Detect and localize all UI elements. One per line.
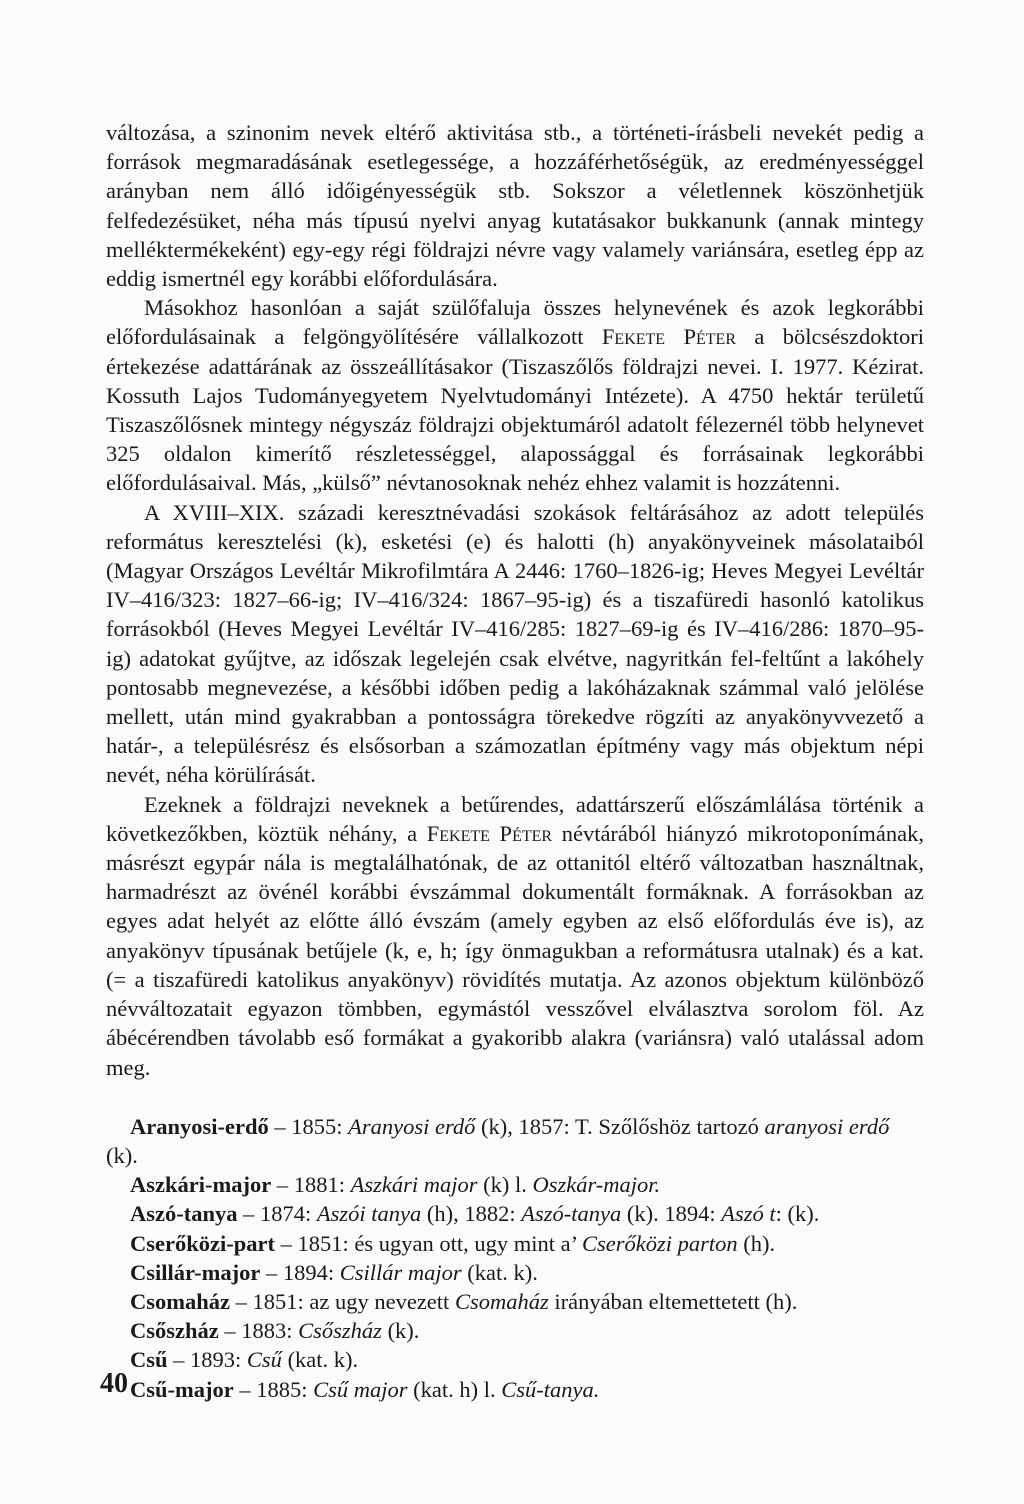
entry-text: (k) l. xyxy=(477,1172,533,1198)
entry-form: Aszó t xyxy=(721,1201,776,1227)
entry-form: Csű major xyxy=(313,1376,408,1402)
entry-headword: Csőszház xyxy=(130,1318,219,1344)
entry-headword: Csű xyxy=(130,1347,168,1373)
entry-headword: Csű-major xyxy=(130,1376,234,1402)
entry-text: – 1893: xyxy=(167,1347,247,1373)
entry-text: – 1894: xyxy=(260,1259,340,1285)
entry-text: (h). xyxy=(737,1230,776,1256)
paragraph-2-text-b: a bölcsészdoktori értekezése adattárának az összeállításakor (Tiszaszőlős földrajzi nevei. I. 1977. Kézirat. Kossuth Lajos Tudományegyetem Nyelvtudományi Intézete). A 4750 hektár területű Tiszaszőlősnek mintegy négyszáz földrajzi objektumáról adatolt félezernél több helynevet 325 oldalon kimerítő részletességgel, alapossággal és forrásainak legkorábbi előfordulásaival. Más, „külső” névtanosoknak nehéz ehhez valamit is hozzátenni. xyxy=(106,324,924,496)
list-item xyxy=(106,1112,924,1170)
paragraph-4-text-a: Ezeknek a földrajzi neveknek a betűrendes, adattárszerű előszámlálása történik a következőkben, köztük néhány, a xyxy=(106,791,924,846)
entry-text: – 1883: xyxy=(218,1318,299,1344)
entry-headword: Aszkári-major xyxy=(130,1172,272,1198)
list-item xyxy=(106,1229,924,1258)
entry-form: Aranyosi erdő xyxy=(348,1113,476,1139)
paragraph-2 xyxy=(106,293,924,497)
text-column xyxy=(106,118,924,1404)
paragraph-1: változása, a szinonim nevek eltérő aktivitása stb., a történeti-írásbeli nevekét pedig a források megmaradásának esetlegessége, a hozzáférhetőségük, az eredményességgel arányban nem álló időigényességük stb. Sokszor a véletlennek köszönhetjük felfedezésüket, néha más típusú nyelvi anyag kutatásakor bukkanunk (annak mintegy melléktermékeként) egy-egy régi földrajzi névre vagy valamely variánsára, esetleg épp az eddig ismertnél egy korábbi előfordulására. xyxy=(106,120,924,292)
entry-text: – 1851: és ugyan ott, ugy mint a’ xyxy=(274,1230,583,1256)
list-item xyxy=(106,1170,924,1199)
list-item xyxy=(106,1316,924,1345)
entry-form: Csű-tanya. xyxy=(501,1376,600,1402)
entry-headword: Aszó-tanya xyxy=(130,1201,238,1227)
entry-text: (k). 1894: xyxy=(621,1201,722,1227)
entry-text: (h), 1882: xyxy=(421,1201,522,1227)
place-name-list xyxy=(106,1112,924,1404)
list-item xyxy=(106,1375,924,1404)
entry-text: – 1855: xyxy=(268,1113,349,1139)
author-name: Fekete Péter xyxy=(426,820,553,846)
entry-text: – 1885: xyxy=(233,1376,314,1402)
list-item xyxy=(106,1345,924,1374)
entry-text: (kat. h) l. xyxy=(407,1376,502,1402)
entry-text: – 1881: xyxy=(271,1172,351,1198)
entry-text: (k). xyxy=(106,1142,138,1168)
entry-text: (kat. k). xyxy=(461,1259,538,1285)
author-name: Fekete Péter xyxy=(601,324,736,350)
entry-form: Csű xyxy=(246,1347,282,1373)
entry-form: Aszó-tanya xyxy=(521,1201,622,1227)
entry-form: Oszkár-major. xyxy=(532,1172,661,1198)
paragraph-4 xyxy=(106,790,924,1082)
entry-form: Cserőközi parton xyxy=(582,1230,738,1256)
page-number: 40 xyxy=(100,1368,128,1399)
list-item xyxy=(106,1287,924,1316)
entry-form: Csomaház xyxy=(454,1288,549,1314)
entry-form: aranyosi erdő xyxy=(764,1113,890,1139)
entry-headword: Aranyosi-erdő xyxy=(130,1113,269,1139)
entry-text: – 1851: az ugy nevezett xyxy=(230,1288,455,1314)
entry-form: Aszkári major xyxy=(350,1172,478,1198)
entry-text: irányában eltemettetett (h). xyxy=(548,1288,798,1314)
list-item xyxy=(106,1199,924,1228)
list-item xyxy=(106,1258,924,1287)
entry-headword: Csomaház xyxy=(130,1288,230,1314)
entry-headword: Csillár-major xyxy=(130,1259,261,1285)
entry-headword: Cserőközi-part xyxy=(130,1230,275,1256)
paragraph-3: A XVIII–XIX. századi keresztnévadási szokások feltárásához az adott település református keresztelési (k), esketési (e) és halotti (h) anyakönyveinek másolataiból (Magyar Országos Levéltár Mikrofilmtára A 2446: 1760–1826-ig; Heves Megyei Levéltár IV–416/323: 1827–66-ig; IV–416/324: 1867–95-ig) és a tiszafüredi hasonló katolikus forrásokból (Heves Megyei Levéltár IV–416/285: 1827–69-ig és IV–416/286: 1870–95-ig) adatokat gyűjtve, az időszak legelején csak elvétve, nagyritkán fel-feltűnt a lakóhely pontosabb megnevezése, a későbbi időben pedig a lakóházaknak számmal való jelölése mellett, után mind gyakrabban a pontosságra törekedve rögzíti az anyakönyvvezető a határ-, a településrész és elsősorban a számozatlan építmény vagy más objektum népi nevét, néha körülírását. xyxy=(106,499,924,788)
entry-form: Csillár major xyxy=(339,1259,462,1285)
entry-form: Aszói tanya xyxy=(316,1201,422,1227)
entry-text: – 1874: xyxy=(237,1201,317,1227)
paragraph-4-text-b: névtárából hiányzó mikrotoponímának, másrészt egypár nála is megtalálhatónak, de az ottanitól eltérő változatban használtnak, harmadrészt az övénél korábbi évszámmal dokumentált formáknak. A forrásokban az egyes adat helyét az előtte álló évszám (amely egyben az első előfordulás éve is), az anyakönyv típusának betűjele (k, e, h; így önmagukban a reformátusra utalnak) és a kat. (= a tiszafüredi katolikus anyakönyv) rövidítés mutatja. Az azonos objektum különböző névváltozatait egyazon tömbben, egymástól vesszővel elválasztva sorolom föl. Az ábécérendben távolabb eső formákat a gyakoribb alakra (variánsra) való utalással adom meg. xyxy=(106,820,925,1080)
entry-form: Csőszház xyxy=(298,1318,382,1344)
entry-text: (k), 1857: T. Szőlőshöz tartozó xyxy=(475,1113,765,1139)
entry-text: (k). xyxy=(381,1318,420,1344)
entry-text: : (k). xyxy=(775,1201,820,1227)
entry-text: (kat. k). xyxy=(281,1347,359,1373)
paragraph-2-text-a: Másokhoz hasonlóan a saját szülőfaluja összes helynevének és azok legkorábbi előfordulásainak a felgöngyölítésére vállalkozott xyxy=(106,295,924,350)
